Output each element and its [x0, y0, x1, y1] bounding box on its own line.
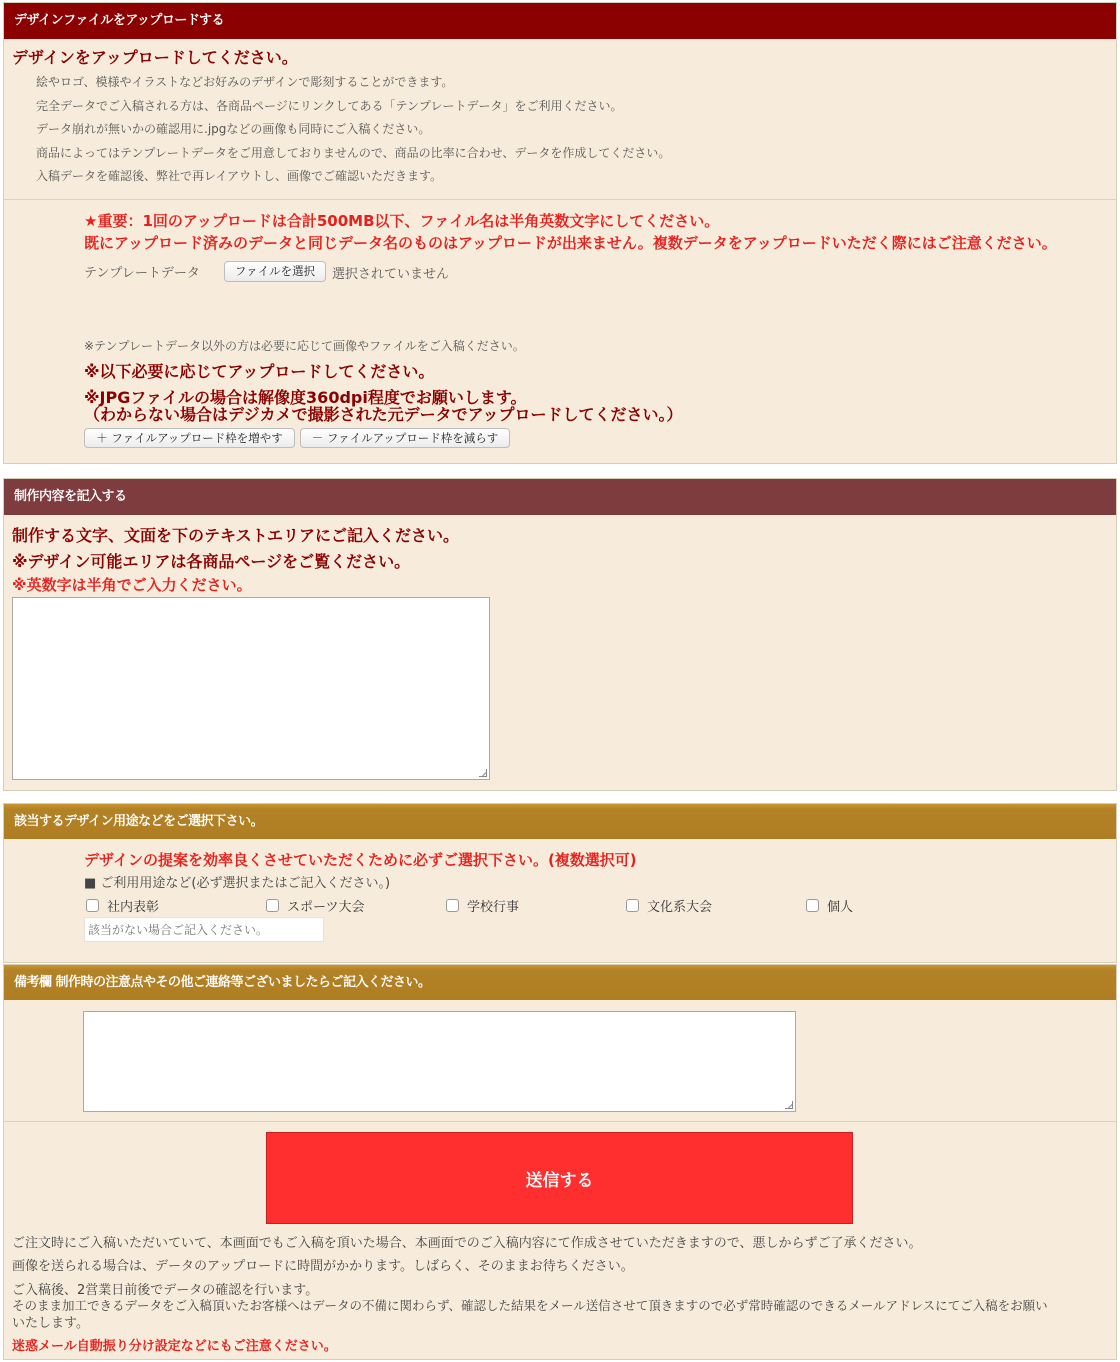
checkbox-label: 文化系大会	[647, 900, 713, 915]
checkbox-label: スポーツ大会	[287, 900, 365, 915]
footer-note: そのまま加工できるデータをご入稿頂いたお客様へはデータの不備に関わらず、確認した結果をメール送信させて頂きますので必ず常時確認のできるメールアドレスにてご入稿をお願い	[12, 1298, 1048, 1313]
choose-file-button[interactable]: ファイルを選択	[224, 261, 326, 282]
upload-note: 完全データでご入稿される方は、各商品ページにリンクしてある「テンプレートデータ」をご利用ください。	[36, 99, 623, 113]
checkbox-icon[interactable]	[266, 899, 279, 912]
upload-extra-note: ※以下必要に応じてアップロードしてください。	[84, 362, 435, 381]
content-halfwidth-note: ※英数字は半角でご入力ください。	[12, 576, 252, 594]
checkbox-icon[interactable]	[806, 899, 819, 912]
footer-note: ご入稿後、2営業日前後でデータの確認を行います。	[12, 1283, 319, 1298]
other-purpose-input[interactable]	[84, 917, 324, 942]
checkbox-icon[interactable]	[86, 899, 99, 912]
upload-note: 入稿データを確認後、弊社で再レイアウトし、画像でご確認いただきます。	[36, 169, 443, 183]
remarks-divider	[4, 1121, 1116, 1122]
remarks-textarea[interactable]	[83, 1011, 796, 1112]
upload-note: 絵やロゴ、模様やイラストなどお好みのデザインで彫刻することができます。	[36, 75, 454, 89]
resize-grip-icon[interactable]	[785, 1101, 793, 1109]
checkbox-label: 社内表彰	[107, 900, 160, 915]
submit-button[interactable]: 送信する	[266, 1132, 853, 1224]
remove-upload-slot-button[interactable]: － ファイルアップロード枠を減らす	[300, 428, 510, 448]
content-instruction: 制作する文字、文面を下のテキストエリアにご記入ください。	[12, 526, 460, 545]
purpose-section-header: 該当するデザイン用途などをご選択下さい。	[4, 804, 1116, 839]
upload-camera-note: （わからない場合はデジカメで撮影された元データでアップロードしてください。）	[84, 405, 683, 424]
upload-note: データ崩れが無いかの確認用に.jpgなどの画像も同時にご入稿ください。	[36, 122, 431, 136]
upload-heading: デザインをアップロードしてください。	[12, 48, 298, 67]
upload-note: 商品によってはテンプレートデータをご用意しておりませんので、商品の比率に合わせ、データを作成してください。	[36, 146, 671, 160]
footer-spam-warning: 迷惑メール自動振り分け設定などにもご注意ください。	[12, 1339, 337, 1354]
checkbox-sports-event[interactable]	[266, 896, 364, 915]
file-status-text: 選択されていません	[332, 267, 450, 282]
add-upload-slot-button[interactable]: ＋ ファイルアップロード枠を増やす	[84, 428, 295, 448]
checkbox-culture-event[interactable]	[626, 896, 712, 915]
purpose-sublabel: ■ ご利用用途など(必ず選択またはご記入ください。)	[84, 876, 391, 891]
remarks-section-header: 備考欄 制作時の注意点やその他ご連絡等ございましたらご記入ください。	[4, 965, 1116, 1000]
content-section-header: 制作内容を記入する	[4, 479, 1116, 515]
purpose-lead: デザインの提案を効率良くさせていただくために必ずご選択下さい。(複数選択可)	[84, 851, 637, 869]
checkbox-label: 個人	[827, 900, 854, 915]
content-area-note: ※デザイン可能エリアは各商品ページをご覧ください。	[12, 552, 411, 571]
checkbox-label: 学校行事	[467, 900, 520, 915]
upload-jpg-note: ※JPGファイルの場合は解像度360dpi程度でお願いします。	[84, 388, 527, 407]
resize-grip-icon[interactable]	[479, 769, 487, 777]
checkbox-icon[interactable]	[626, 899, 639, 912]
other-files-note: ※テンプレートデータ以外の方は必要に応じて画像やファイルをご入稿ください。	[84, 339, 525, 353]
checkbox-icon[interactable]	[446, 899, 459, 912]
upload-divider	[4, 199, 1116, 200]
upload-important-duplicate: 既にアップロード済みのデータと同じデータ名のものはアップロードが出来ません。複数データをアップロードいただく際にはご注意ください。	[84, 234, 1057, 252]
checkbox-school-event[interactable]	[446, 896, 519, 915]
content-textarea[interactable]	[12, 597, 490, 780]
footer-note: 画像を送られる場合は、データのアップロードに時間がかかります。しばらく、そのままお待ちください。	[12, 1259, 634, 1274]
checkbox-personal[interactable]	[806, 896, 853, 915]
upload-important-size: ★重要：1回のアップロードは合計500MB以下、ファイル名は半角英数文字にしてください。	[84, 212, 720, 230]
footer-note: いたします。	[12, 1316, 89, 1331]
template-data-label: テンプレートデータ	[84, 266, 200, 281]
footer-note: ご注文時にご入稿いただいていて、本画面でもご入稿を頂いた場合、本画面でのご入稿内容にて作成させていただきますので、悪しからずご了承ください。	[12, 1236, 922, 1251]
checkbox-company-award[interactable]	[86, 896, 159, 915]
upload-section-header: デザインファイルをアップロードする	[4, 3, 1116, 39]
